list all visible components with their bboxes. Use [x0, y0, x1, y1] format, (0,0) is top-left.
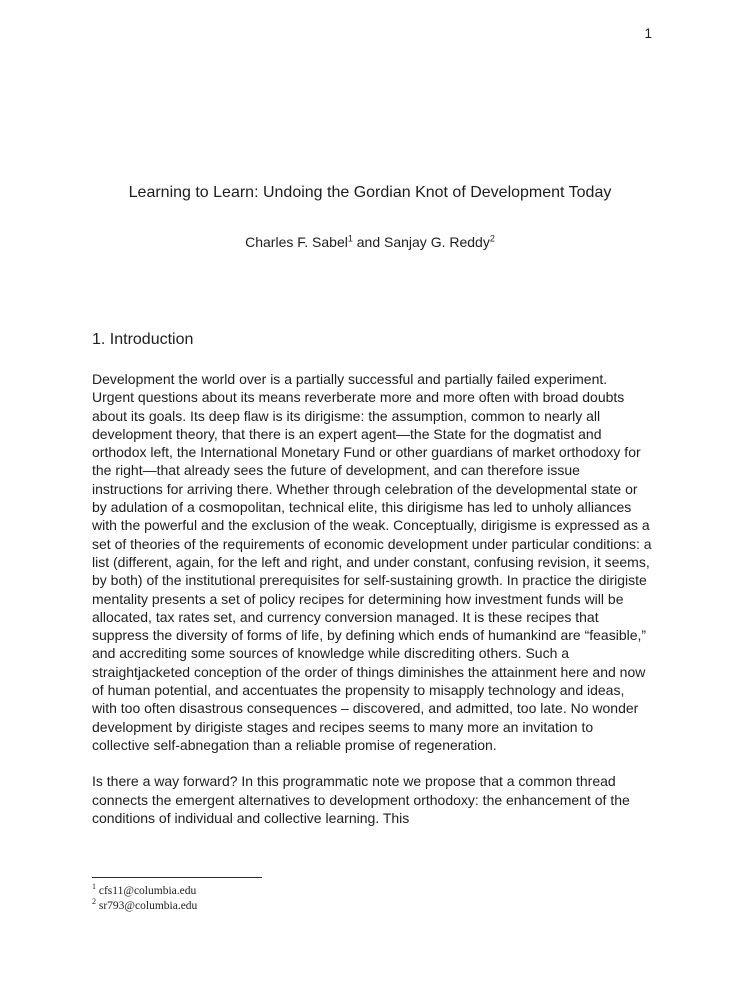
footnote-area — [92, 877, 652, 914]
author-2: Sanjay G. Reddy — [384, 234, 490, 250]
footnote-1 — [92, 884, 652, 899]
footnote-1-text: cfs11@columbia.edu — [98, 885, 197, 897]
authors-line — [46, 234, 694, 250]
footnote-1-marker: 1 — [92, 882, 96, 892]
author-1-footnote-ref: 1 — [347, 233, 353, 244]
author-1: Charles F. Sabel — [245, 234, 348, 250]
page-number: 1 — [644, 26, 652, 41]
footnote-2-marker: 2 — [92, 897, 96, 907]
footnote-separator — [92, 877, 262, 878]
section-heading-introduction: 1. Introduction — [92, 331, 194, 348]
authors-connector: and — [352, 234, 384, 250]
footnote-2 — [92, 899, 652, 914]
footnote-2-text: sr793@columbia.edu — [98, 900, 198, 912]
paragraph-1: Development the world over is a partially successful and partially failed experiment. Urgent questions about its means reverberate more and more often with broad doubts about its goals. Its deep flaw is its dirigisme: the assumption, common to nearly all development theory, that there is an expert agent—the State for the dogmatist and orthodox left, the International Monetary Fund or other guardians of market orthodoxy for the right—that already sees the future of development, and can therefore issue instructions for arriving there. Whether through celebration of the developmental state or by adulation of a cosmopolitan, technical elite, this dirigisme has led to unholy alliances with the powerful and the exclusion of the weak. Conceptually, dirigisme is expressed as a set of theories of the requirements of economic development under particular conditions: a list (different, again, for the left and right, and under constant, confusing revision, it seems, by both) of the institutional prerequisites for self-sustaining growth. In practice the dirigiste mentality presents a set of policy recipes for determining how investment funds will be allocated, tax rates set, and currency conversion managed. It is these recipes that suppress the diversity of forms of life, by defining which ends of humankind are “feasible,” and accrediting some sources of knowledge while discrediting others. Such a straightjacketed conception of the order of things diminishes the attainment here and now of human potential, and accentuates the propensity to misapply technology and ideas, with too often disastrous consequences – discovered, and admitted, too late. No wonder development by dirigiste stages and recipes seems to many more an invitation to collective self-abnegation than a reliable promise of regeneration. — [92, 371, 652, 753]
body-content — [92, 331, 652, 845]
paragraph-2: Is there a way forward? In this programmatic note we propose that a common thread connects the emergent alternatives to development orthodoxy: the enhancement of the conditions of individual and collective learning. This — [92, 773, 630, 826]
author-2-footnote-ref: 2 — [489, 233, 495, 244]
paper-title: Learning to Learn: Undoing the Gordian Knot of Development Today — [128, 184, 612, 201]
